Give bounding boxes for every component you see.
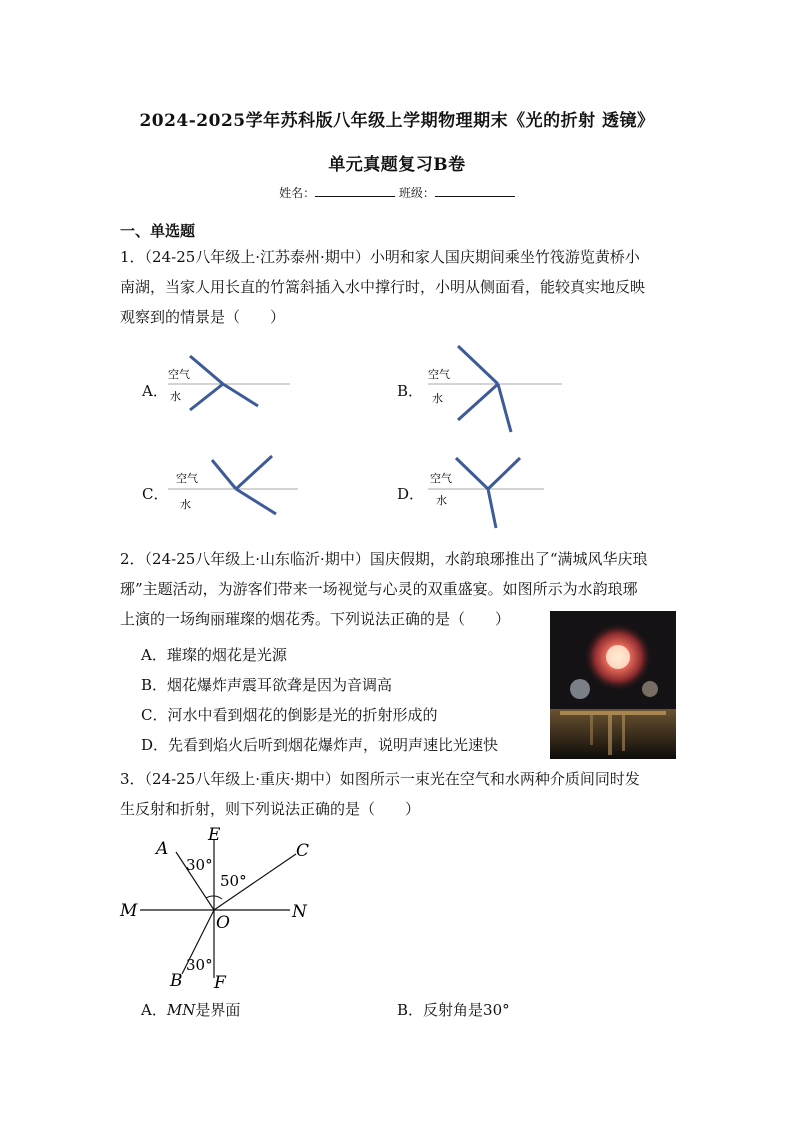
q2-option-b: B．烟花爆炸声震耳欲聋是因为音调高 bbox=[141, 676, 393, 694]
q1-option-b-figure bbox=[420, 340, 570, 440]
q1-b-air-label: 空气 bbox=[428, 368, 450, 381]
q3-label-e: E bbox=[208, 825, 221, 845]
q3-label-b: B bbox=[170, 971, 183, 991]
q3-option-a-text: 是界面 bbox=[195, 1001, 241, 1019]
q3-optics-diagram bbox=[110, 820, 330, 995]
q1-a-pole-lower bbox=[190, 384, 223, 410]
section-heading: 一、单选题 bbox=[120, 222, 196, 240]
q1-b-pole-lower bbox=[498, 384, 511, 432]
q3-option-b: B．反射角是30° bbox=[397, 1001, 510, 1019]
q1-d-reflection bbox=[488, 458, 520, 489]
q1-b-pole-mirror bbox=[458, 384, 498, 420]
q1-c-reflection bbox=[236, 456, 272, 489]
question-2-line1: 2．（24-25八年级上·山东临沂·期中）国庆假期，水韵琅琊推出了“满城风华庆琅 bbox=[120, 550, 648, 568]
q3-label-f: F bbox=[214, 973, 226, 993]
question-3-text bbox=[120, 764, 700, 824]
q1-option-d-label: D． bbox=[397, 485, 425, 503]
q1-option-b-label: B． bbox=[397, 382, 424, 400]
q1-c-pole-lower bbox=[236, 489, 276, 514]
q3-label-c: C bbox=[296, 841, 310, 861]
q1-option-c-figure bbox=[160, 450, 310, 520]
q3-option-a-mn: MN bbox=[166, 1001, 196, 1019]
q1-a-air-label: 空气 bbox=[168, 368, 190, 381]
q3-option-a bbox=[141, 999, 240, 1020]
q1-c-water-label: 水 bbox=[180, 498, 191, 511]
q1-option-a-figure bbox=[160, 350, 310, 440]
q2-option-d: D．先看到焰火后听到烟花爆炸声，说明声速比光速快 bbox=[141, 736, 499, 754]
question-1-line1: 1．（24-25八年级上·江苏泰州·期中）小明和家人国庆期间乘坐竹筏游览黄桥小 bbox=[120, 248, 640, 266]
q1-d-pole-upper bbox=[456, 458, 488, 489]
q1-d-pole-lower bbox=[488, 489, 496, 528]
q3-angle-bottom: 30° bbox=[186, 956, 213, 974]
q1-c-pole-upper bbox=[212, 460, 236, 489]
q1-a-reflection bbox=[223, 384, 258, 406]
q1-option-d-figure bbox=[420, 450, 570, 532]
document-title-line2: 单元真题复习B卷 bbox=[328, 155, 466, 175]
q2-option-a: A．璀璨的烟花是光源 bbox=[141, 646, 287, 664]
fireworks-photo bbox=[550, 611, 676, 759]
q1-a-pole-upper bbox=[190, 356, 223, 384]
q3-label-a: A bbox=[156, 839, 169, 859]
q3-angle-top: 30° bbox=[186, 856, 213, 874]
q1-d-water-label: 水 bbox=[436, 494, 447, 507]
q2-option-c: C．河水中看到烟花的倒影是光的折射形成的 bbox=[141, 706, 438, 724]
question-2-options bbox=[141, 640, 541, 760]
question-2-line3: 上演的一场绚丽璀璨的烟花秀。下列说法正确的是（ ） bbox=[120, 610, 511, 628]
q1-option-a-label: A． bbox=[142, 382, 168, 400]
question-1-line3: 观察到的情景是（ ） bbox=[120, 308, 286, 326]
question-3-line1: 3．（24-25八年级上·重庆·期中）如图所示一束光在空气和水两种介质间同时发 bbox=[120, 770, 640, 788]
q1-b-water-label: 水 bbox=[432, 392, 443, 405]
q3-option-a-label: A． bbox=[141, 1001, 167, 1019]
q1-a-water-label: 水 bbox=[170, 390, 181, 403]
student-info-row bbox=[0, 184, 794, 201]
q3-label-o: O bbox=[216, 913, 230, 933]
question-1-line2: 南湖，当家人用长直的竹篙斜插入水中撑行时，小明从侧面看，能较真实地反映 bbox=[120, 278, 646, 296]
class-blank bbox=[435, 184, 515, 197]
document-title-line1: 2024-2025学年苏科版八年级上学期物理期末《光的折射 透镜》 bbox=[139, 111, 655, 131]
q3-label-m: M bbox=[120, 901, 138, 921]
question-3-line2: 生反射和折射，则下列说法正确的是（ ） bbox=[120, 800, 421, 818]
class-label: 班级： bbox=[398, 186, 435, 200]
q1-d-air-label: 空气 bbox=[430, 472, 452, 485]
q1-b-pole-upper bbox=[458, 346, 498, 384]
q3-label-n: N bbox=[292, 902, 307, 922]
name-blank bbox=[315, 184, 395, 197]
question-1-text bbox=[120, 242, 690, 332]
name-label: 姓名： bbox=[279, 186, 316, 200]
q1-option-c-label: C． bbox=[142, 485, 169, 503]
question-2-line2: 琊”主题活动，为游客们带来一场视觉与心灵的双重盛宴。如图所示为水韵琅琊 bbox=[120, 580, 638, 598]
q1-c-air-label: 空气 bbox=[176, 472, 198, 485]
q3-angle-mid: 50° bbox=[220, 872, 247, 890]
